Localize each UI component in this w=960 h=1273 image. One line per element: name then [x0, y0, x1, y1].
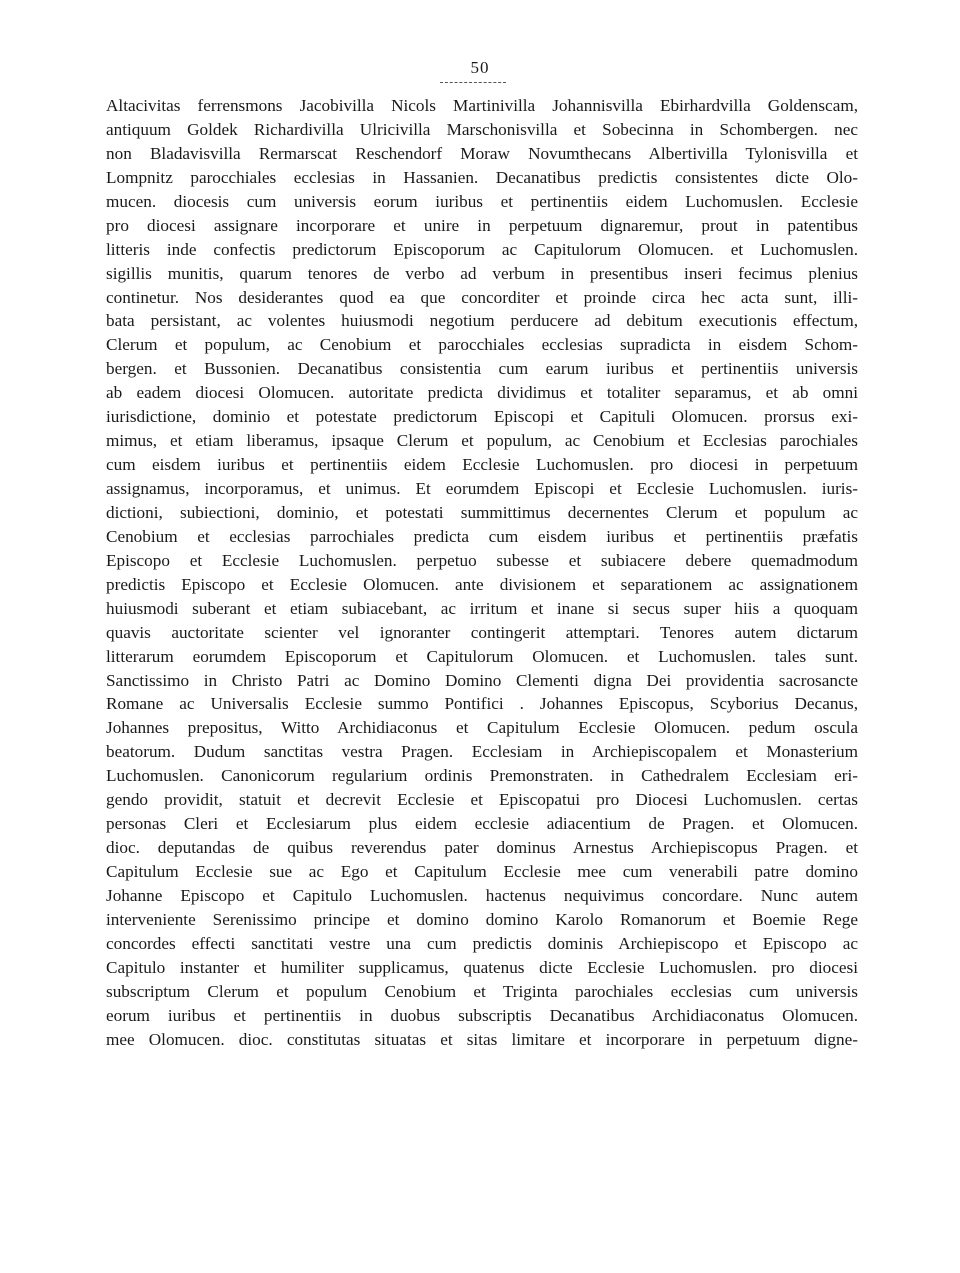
text-line: quavis auctoritate scienter vel ignoranter contingerit attemptari. Tenores autem dictarum — [106, 622, 858, 642]
text-line: litterarum eorumdem Episcoporum et Capitulorum Olomucen. et Luchomuslen. tales sunt. — [106, 646, 858, 666]
text-line: Luchomuslen. Canonicorum regularium ordinis Premonstraten. in Cathedralem Ecclesiam eri- — [106, 766, 858, 786]
body-text — [106, 94, 858, 1052]
text-line: bergen. et Bussonien. Decanatibus consistentia cum earum iuribus et pertinentiis universis — [106, 359, 858, 379]
text-line: cum eisdem iuribus et pertinentiis eidem Ecclesie Luchomuslen. pro diocesi in perpetuum — [106, 455, 858, 475]
text-line: Johannes prepositus, Witto Archidiaconus et Capitulum Ecclesie Olomucen. pedum oscula — [106, 718, 858, 738]
text-line: dioc. deputandas de quibus reverendus pater dominus Arnestus Archiepiscopus Pragen. et — [106, 838, 858, 858]
page-number-rule — [440, 82, 506, 83]
text-line: antiquum Goldek Richardivilla Ulricivilla Marschonisvilla et Sobecinna in Schombergen. nec — [106, 119, 858, 139]
text-line: concordes effecti sanctitati vestre una cum predictis dominis Archiepiscopo et Episcopo ac — [106, 933, 858, 953]
text-line: beatorum. Dudum sanctitas vestra Pragen. Ecclesiam in Archiepiscopalem et Monasterium — [106, 742, 858, 762]
text-line: subscriptum Clerum et populum Cenobium et Triginta parochiales ecclesias cum universis — [106, 981, 858, 1001]
text-line: mimus, et etiam liberamus, ipsaque Clerum et populum, ac Cenobium et Ecclesias parochiales — [106, 431, 858, 451]
text-line: assignamus, incorporamus, et unimus. Et eorumdem Episcopi et Ecclesie Luchomuslen. iuris- — [106, 479, 858, 498]
text-line: personas Cleri et Ecclesiarum plus eidem ecclesie adiacentium de Pragen. et Olomucen. — [106, 814, 858, 834]
text-line: dictioni, subiectioni, dominio, et potestati summittimus decernentes Clerum et populum ac — [106, 502, 858, 522]
text-line: Romane ac Universalis Ecclesie summo Pontifici . Johannes Episcopus, Scyborius Decanus, — [106, 694, 858, 714]
text-line: interveniente Serenissimo principe et domino domino Karolo Romanorum et Boemie Rege — [106, 909, 858, 929]
text-line: mee Olomucen. dioc. constitutas situatas et sitas limitare et incorporare in perpetuum digne- — [106, 1029, 858, 1049]
text-line: continetur. Nos desiderantes quod ea que concorditer et proinde circa hec acta sunt, illi- — [106, 287, 858, 307]
text-line: Cenobium et ecclesias parrochiales predicta cum eisdem iuribus et pertinentiis præfatis — [106, 526, 858, 546]
text-line: pro diocesi assignare incorporare et unire in perpetuum dignaremur, prout in patentibus — [106, 215, 858, 235]
text-line: Altacivitas ferrensmons Jacobivilla Nicols Martinivilla Johannisvilla Ebirhardvilla Goldenscam, — [106, 96, 858, 115]
page-number: 50 — [470, 58, 490, 77]
text-line: predictis Episcopo et Ecclesie Olomucen. ante divisionem et separationem ac assignationem — [106, 574, 858, 594]
text-line: Johanne Episcopo et Capitulo Luchomuslen. hactenus nequivimus concordare. Nunc autem — [106, 885, 858, 905]
text-line: mucen. diocesis cum universis eorum iuribus et pertinentiis eidem Luchomuslen. Ecclesie — [106, 191, 858, 211]
text-line: Capitulum Ecclesie sue ac Ego et Capitulum Ecclesie mee cum venerabili patre domino — [106, 862, 858, 881]
text-line: eorum iuribus et pertinentiis in duobus subscriptis Decanatibus Archidiaconatus Olomucen. — [106, 1005, 858, 1025]
text-line: Episcopo et Ecclesie Luchomuslen. perpetuo subesse et subiacere debere quemadmodum — [106, 550, 858, 570]
text-line: bata persistant, ac volentes huiusmodi negotium perducere ad debitum executionis effectum, — [106, 311, 858, 331]
text-line: sigillis munitis, quarum tenores de verbo ad verbum in presentibus inseri fecimus plenius — [106, 263, 858, 283]
text-line: iurisdictione, dominio et potestate predictorum Episcopi et Capituli Olomucen. prorsus exi- — [106, 407, 858, 427]
text-line: Sanctissimo in Christo Patri ac Domino Domino Clementi digna Dei providentia sacrosancte — [106, 670, 858, 690]
text-line: Capitulo instanter et humiliter supplicamus, quatenus dicte Ecclesie Luchomuslen. pro diocesi — [106, 957, 858, 977]
text-line: litteris inde confectis predictorum Episcoporum ac Capitulorum Olomucen. et Luchomuslen. — [106, 239, 858, 259]
text-line: huiusmodi suberant et etiam subiacebant, ac irritum et inane si secus super hiis a quoquam — [106, 598, 858, 618]
text-line: Lompnitz parocchiales ecclesias in Hassanien. Decanatibus predictis consistentes dicte Olo- — [106, 167, 858, 187]
text-line: non Bladavisvilla Rermarscat Reschendorf Moraw Novumthecans Albertivilla Tylonisvilla et — [106, 143, 858, 163]
text-line: Clerum et populum, ac Cenobium et parocchiales ecclesias supradicta in eisdem Schom- — [106, 335, 858, 355]
text-line: gendo providit, statuit et decrevit Ecclesie et Episcopatui pro Diocesi Luchomuslen. certas — [106, 790, 858, 810]
text-line: ab eadem diocesi Olomucen. autoritate predicta dividimus et totaliter separamus, et ab omni — [106, 383, 858, 403]
